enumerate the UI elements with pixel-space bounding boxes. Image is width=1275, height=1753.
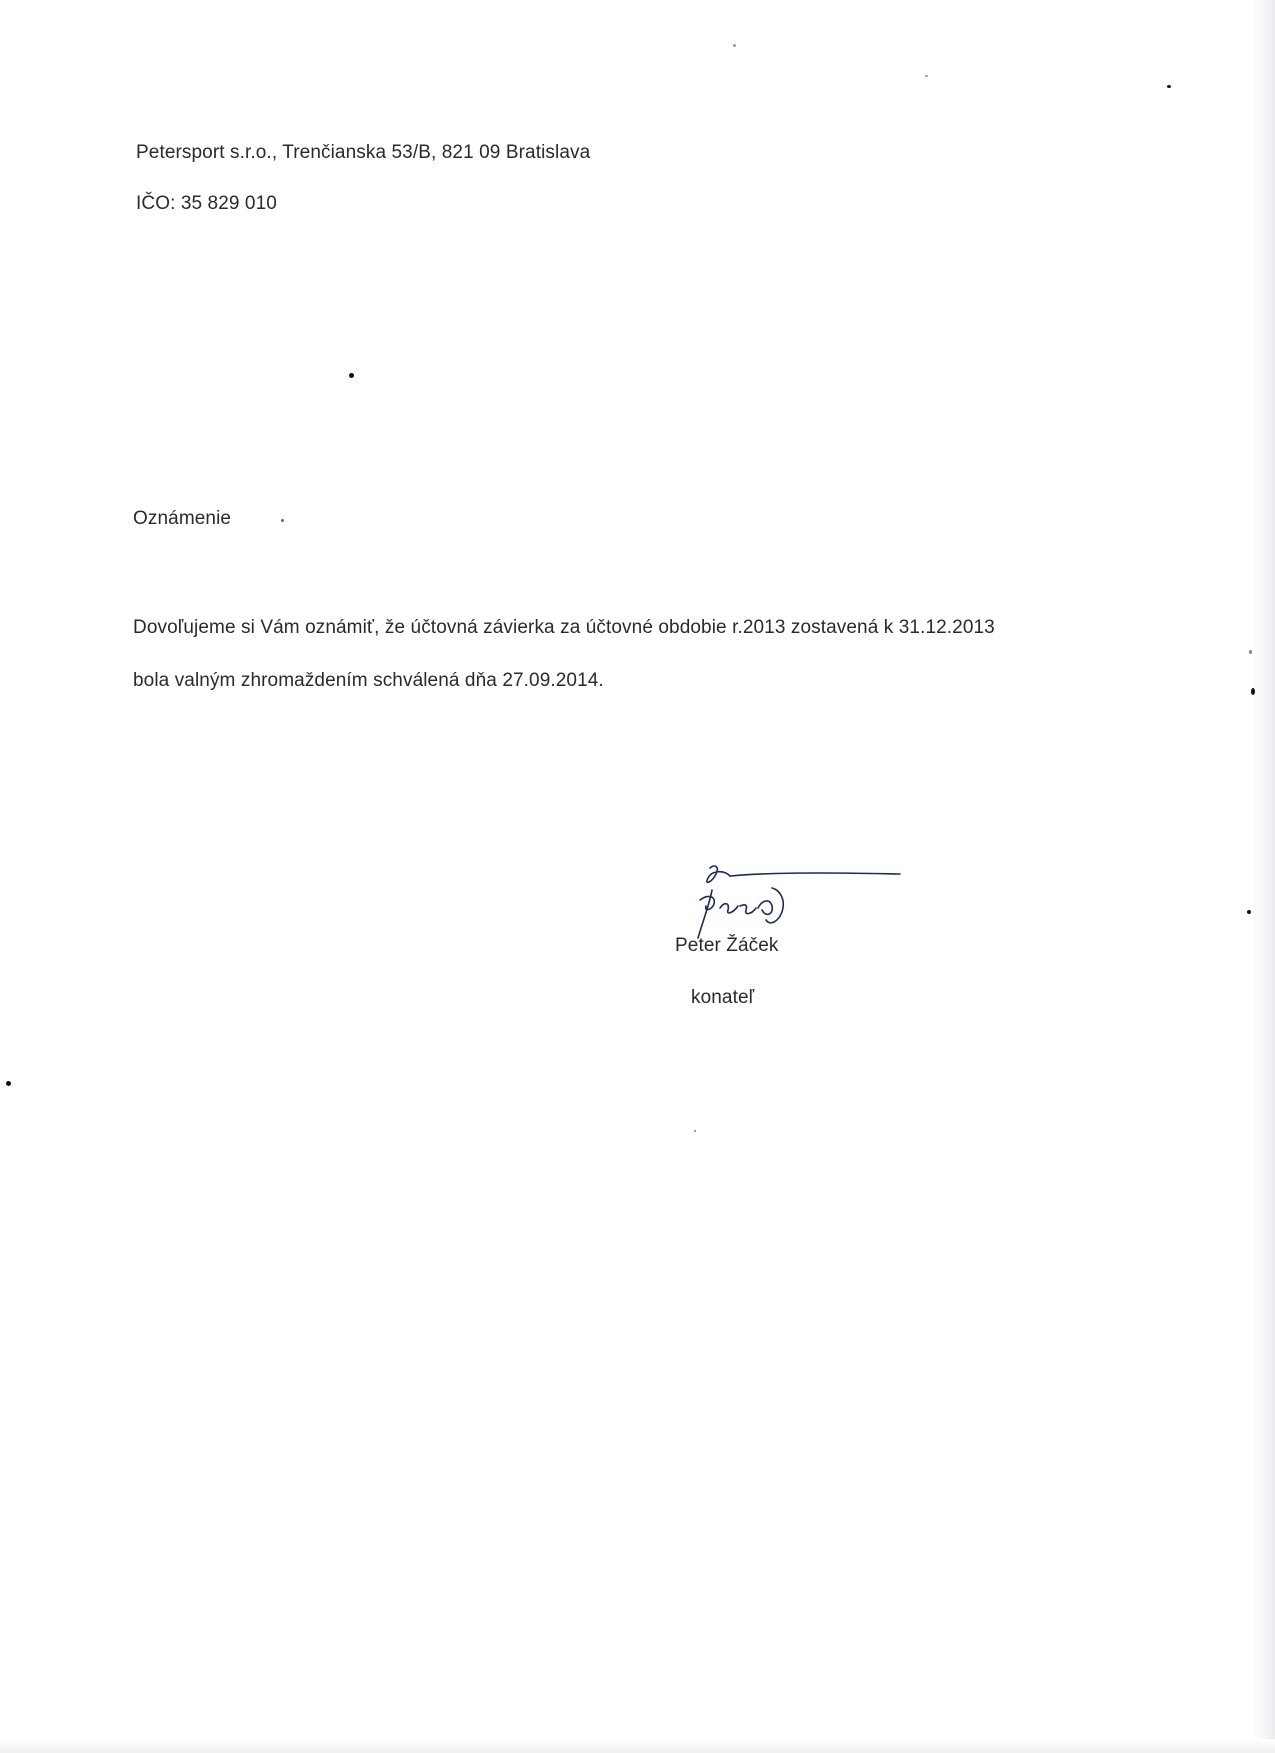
signer-role: konateľ	[691, 987, 755, 1008]
signer-name: Peter Žáček	[675, 935, 779, 956]
paper-right-edge	[1253, 0, 1275, 1753]
scan-speck	[925, 75, 928, 77]
letter-title: Oznámenie	[133, 508, 232, 529]
scan-speck	[694, 1130, 696, 1132]
scan-speck	[1247, 910, 1251, 914]
letter-body-line-2: bola valným zhromaždením schválená dňa 27.09.2014.	[133, 670, 604, 691]
scan-speck	[1167, 85, 1171, 88]
company-address-line: Petersport s.r.o., Trenčianska 53/B, 821 09 Bratislava	[136, 142, 591, 163]
scan-speck	[1251, 688, 1255, 695]
company-id-line: IČO: 35 829 010	[136, 193, 277, 214]
scan-speck	[733, 44, 736, 47]
paper-bottom-edge	[0, 1739, 1275, 1753]
scan-speck	[349, 373, 354, 378]
scan-speck	[1249, 650, 1252, 654]
scan-speck	[281, 519, 284, 522]
scan-speck	[6, 1081, 11, 1086]
letter-body-line-1: Dovoľujeme si Vám oznámiť, že účtovná závierka za účtovné obdobie r.2013 zostavená k 31.12.2013	[133, 617, 995, 638]
